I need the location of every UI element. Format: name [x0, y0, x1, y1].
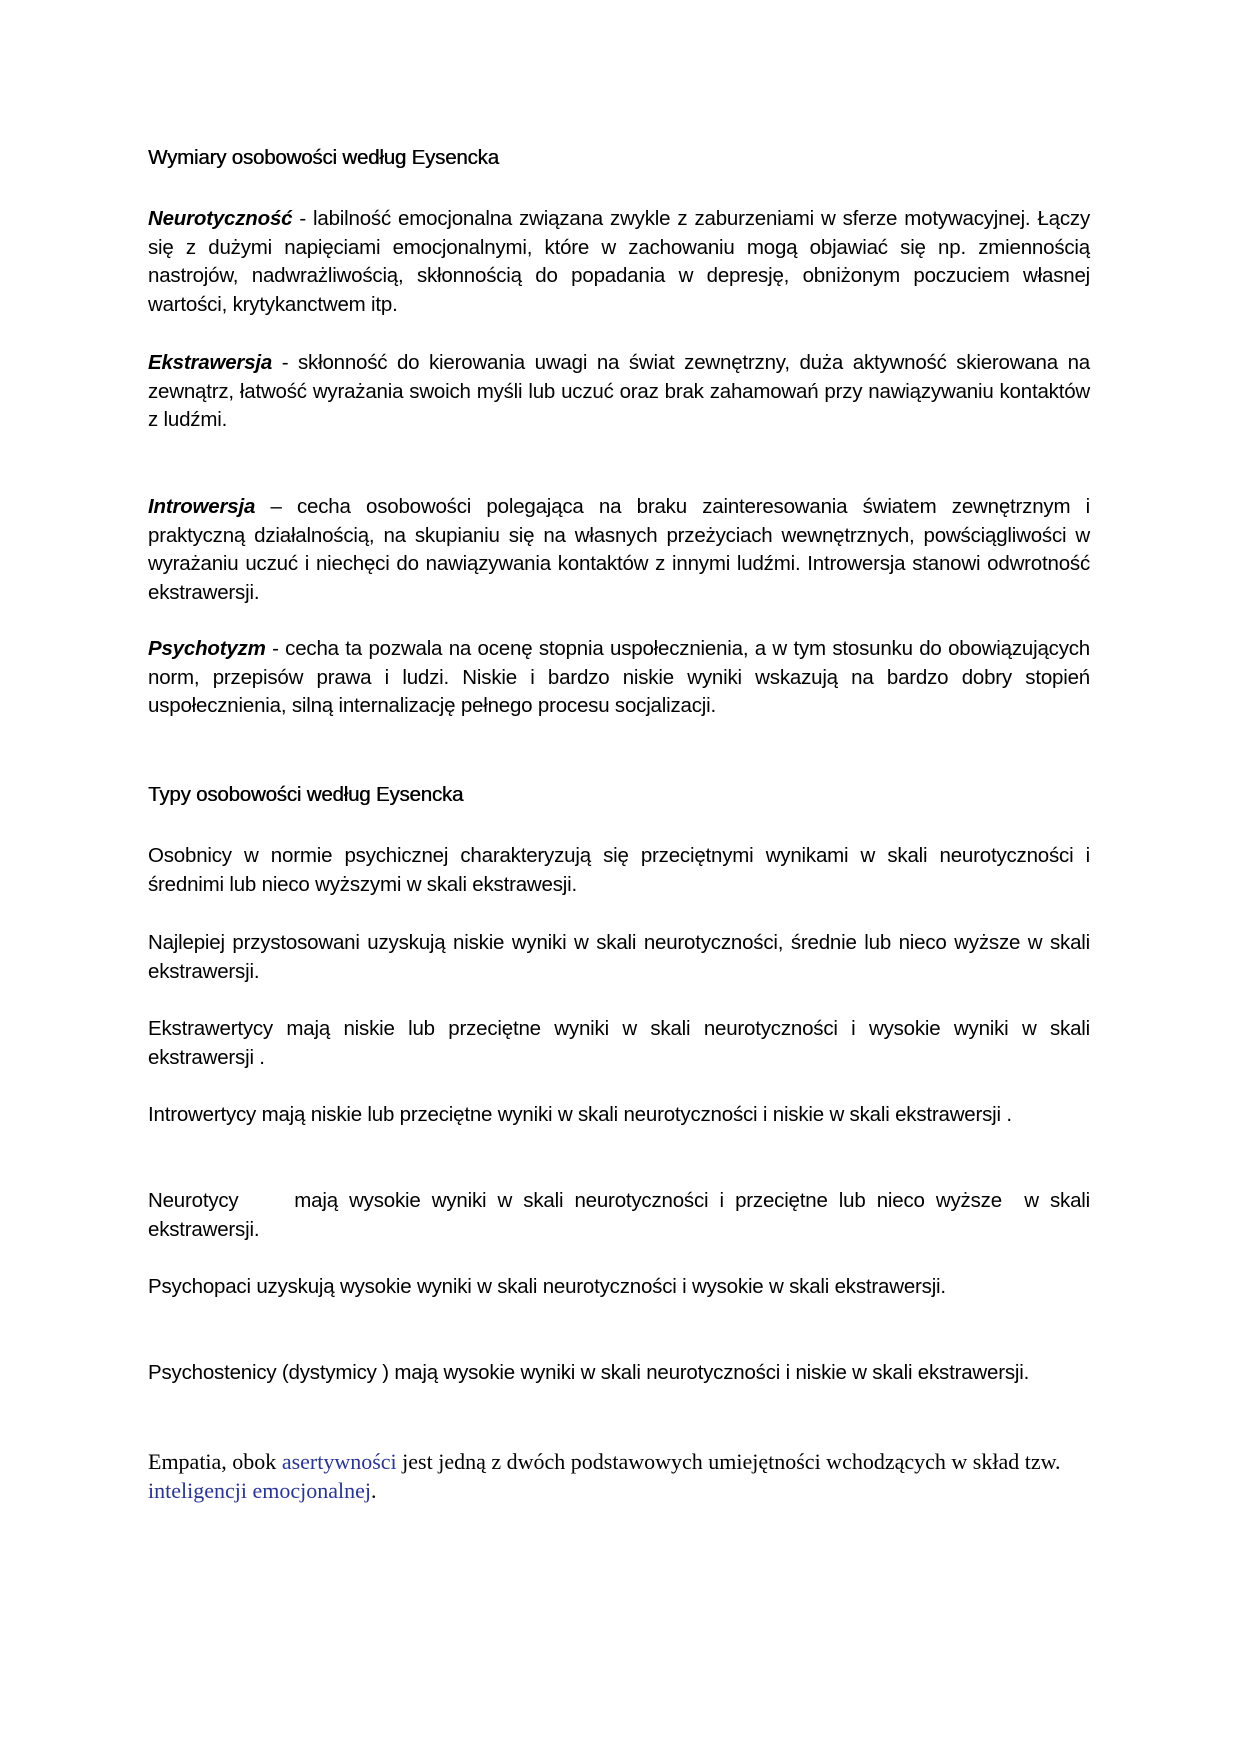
- type-paragraph: Psychopaci uzyskują wysokie wyniki w skali neurotyczności i wysokie w skali ekstrawersji.: [148, 1275, 946, 1298]
- empathy-paragraph: [148, 1448, 1090, 1505]
- definition-text: - cecha ta pozwala na ocenę stopnia uspołecznienia, a w tym stosunku do obowiązujących norm, przepisów prawa i ludzi. Niskie i bardzo niskie wyniki wskazują na bardzo dobry stopień uspołecznienia, silną internalizację pełnego procesu socjalizacji.: [148, 637, 1090, 718]
- definition-extraversion: [148, 349, 1090, 435]
- term: Neurotyczność: [148, 207, 293, 230]
- definition-introversion: [148, 493, 1090, 607]
- term: Introwersja: [148, 495, 256, 518]
- type-paragraph: Ekstrawertycy mają niskie lub przeciętne wyniki w skali neurotyczności i wysokie wyniki w skali ekstrawersji .: [148, 1017, 1090, 1069]
- link-assertiveness[interactable]: asertywności: [281, 1449, 397, 1474]
- definition-text: - labilność emocjonalna związana zwykle z zaburzeniami w sferze motywacyjnej. Łączy się z dużymi napięciami emocjonalnymi, które w zachowaniu mogą objawiać się np. zmiennością nastrojów, nadwrażliwością, skłonnością do popadania w depresję, obniżonym poczuciem własnej wartości, krytykanctwem itp.: [148, 207, 1090, 316]
- type-paragraph: Introwertycy mają niskie lub przeciętne wyniki w skali neurotyczności i niskie w skali ekstrawersji .: [148, 1103, 1012, 1126]
- heading-types: Typy osobowości według Eysencka: [148, 783, 464, 806]
- text: .: [370, 1477, 377, 1503]
- type-paragraph: Neurotycy mają wysokie wyniki w skali neurotyczności i przeciętne lub nieco wyższe w skali ekstrawersji.: [148, 1189, 1096, 1241]
- definition-text: – cecha osobowości polegająca na braku zainteresowania światem zewnętrznym i praktyczną działalnością, na skupianiu się na własnych przeżyciach wewnętrznych, powściągliwości w wyrażaniu uczuć i niechęci do nawiązywania kontaktów z innymi ludźmi. Introwersja stanowi odwrotność ekstrawersji.: [148, 495, 1090, 604]
- type-paragraph: Psychostenicy (dystymicy ) mają wysokie wyniki w skali neurotyczności i niskie w skali ekstrawersji.: [148, 1361, 1030, 1384]
- term: Psychotyzm: [148, 637, 266, 660]
- definition-neuroticism: [148, 205, 1090, 319]
- term: Ekstrawersja: [148, 351, 273, 374]
- definition-psychoticism: [148, 635, 1090, 721]
- text: jest jedną z dwóch podstawowych umiejętności wchodzących w skład tzw.: [396, 1449, 1061, 1474]
- definition-text: - skłonność do kierowania uwagi na świat zewnętrzny, duża aktywność skierowana na zewnątrz, łatwość wyrażania swoich myśli lub uczuć oraz brak zahamowań przy nawiązywaniu kontaktów z ludźmi.: [148, 351, 1090, 432]
- text: Empatia, obok: [148, 1449, 282, 1474]
- type-paragraph: Najlepiej przystosowani uzyskują niskie wyniki w skali neurotyczności, średnie lub nieco wyższe w skali ekstrawersji.: [148, 931, 1090, 983]
- heading-dimensions: Wymiary osobowości według Eysencka: [148, 146, 499, 169]
- type-paragraph: Osobnicy w normie psychicznej charakteryzują się przeciętnymi wynikami w skali neurotyczności i średnimi lub nieco wyższymi w skali ekstrawesji.: [148, 844, 1090, 896]
- link-emotional-intelligence[interactable]: inteligencji emocjonalnej: [148, 1477, 371, 1503]
